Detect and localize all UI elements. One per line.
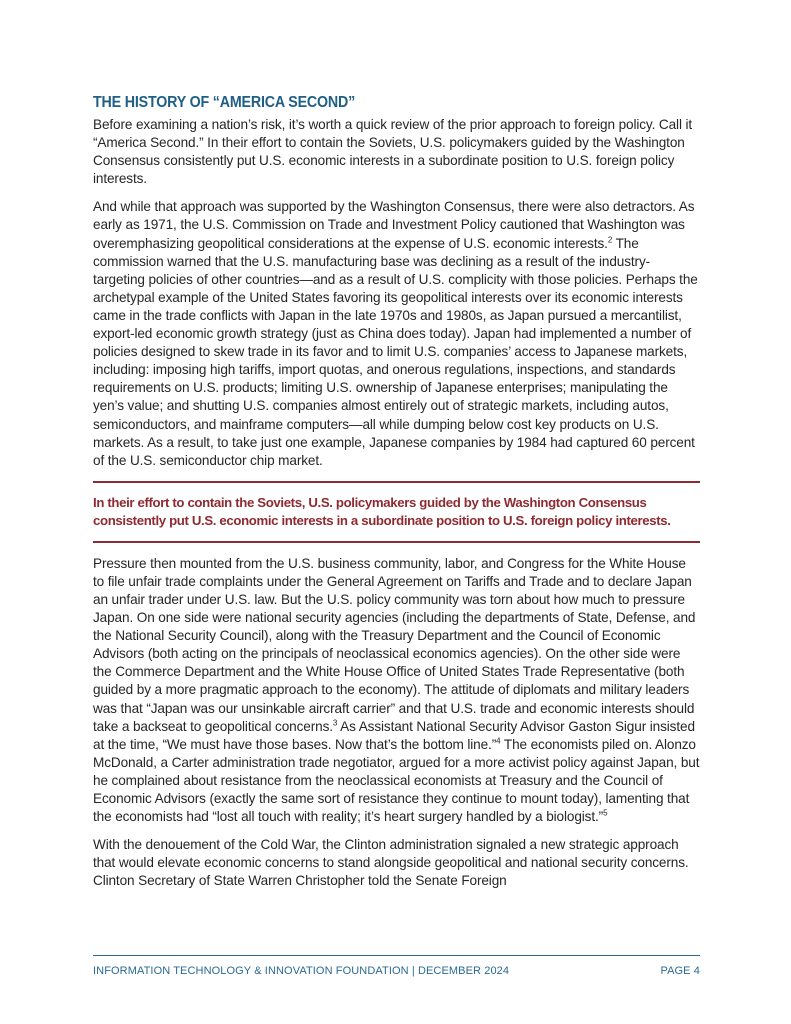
paragraph-3-text-c: The economists piled on. Alonzo McDonald, a Carter administration trade negotiator, argued for a more activist policy against Japan, but he complained about resistance from the neoclassical economists at Treasury and the Council of Economic Advisors (exactly the same sort of resistance they continue to mount today), lamenting that the economists had “lost all touch with reality; it’s heart surgery handled by a biologist.” xyxy=(93,736,700,825)
footnote-ref-5[interactable]: 5 xyxy=(603,808,608,818)
footer-publisher: INFORMATION TECHNOLOGY & INNOVATION FOUNDATION | DECEMBER 2024 xyxy=(93,965,510,977)
footnote-ref-4[interactable]: 4 xyxy=(496,736,501,746)
paragraph-2-text-b: The commission warned that the U.S. manufacturing base was declining as a result of the industry-targeting policies of other countries—and as a result of U.S. complicity with those policies. Perhaps the archetypal example of the United States favoring its geopolitical interests over its economic interests came in the trade conflicts with Japan in the late 1970s and 1980s, as Japan pursued a mercantilist, export-led economic growth strategy (just as China does today). Japan had implemented a number of policies designed to skew trade in its favor and to limit U.S. companies’ access to Japanese markets, including: imposing high tariffs, import quotas, and onerous regulations, inspections, and standards requirements on U.S. products; limiting U.S. ownership of Japanese enterprises; manipulating the yen’s value; and shutting U.S. companies almost entirely out of strategic markets, including autos, semiconductors, and mainframe computers—all while dumping below cost key products on U.S. markets. As a result, to take just one example, Japanese companies by 1984 had captured 60 percent of the U.S. semiconductor chip market. xyxy=(93,235,698,468)
pull-quote-text: In their effort to contain the Soviets, U.S. policymakers guided by the Washington Consensus consistently put U.S. economic interests in a subordinate position to U.S. foreign policy interests. xyxy=(93,494,671,528)
section-heading: THE HISTORY OF “AMERICA SECOND” xyxy=(93,94,356,111)
paragraph-4: With the denouement of the Cold War, the Clinton administration signaled a new strategic approach that would elevate economic concerns to stand alongside geopolitical and national security concerns. Clinton Secretary of State Warren Christopher told the Senate Foreign xyxy=(93,837,689,889)
paragraph-1: Before examining a nation’s risk, it’s worth a quick review of the prior approach to foreign policy. Call it “America Second.” In their effort to contain the Soviets, U.S. policymakers guided by the Washington Consensus consistently put U.S. economic interests in a subordinate position to U.S. foreign policy interests. xyxy=(93,117,693,187)
paragraph-2 xyxy=(93,198,700,469)
paragraph-3-text-a: Pressure then mounted from the U.S. business community, labor, and Congress for the White House to file unfair trade complaints under the General Agreement on Tariffs and Trade and to declare Japan an unfair trader under U.S. law. But the U.S. policy community was torn about how much to pressure Japan. On one side were national security agencies (including the departments of State, Defense, and the National Security Council), along with the Treasury Department and the Council of Economic Advisors (both acting on the principals of neoclassical economics agencies). On the other side were the Commerce Department and the White House Office of United States Trade Representative (both guided by a more pragmatic approach to the economy). The attitude of diplomats and military leaders was that “Japan was our unsinkable aircraft carrier” and that U.S. trade and economic interests should take a backseat to geopolitical concerns. xyxy=(93,555,696,734)
paragraph-2-text-a: And while that approach was supported by the Washington Consensus, there were also detractors. As early as 1971, the U.S. Commission on Trade and Investment Policy cautioned that Washington was overemphasizing geopolitical considerations at the expense of U.S. economic interests. xyxy=(93,199,695,251)
footnote-ref-2[interactable]: 2 xyxy=(607,235,613,245)
footer-page-number: PAGE 4 xyxy=(660,965,700,977)
paragraph-3-text-b: As Assistant National Security Advisor Gaston Sigur insisted at the time, “We must have those bases. Now that’s the bottom line.” xyxy=(93,718,695,752)
paragraph-3 xyxy=(93,555,700,826)
page-footer xyxy=(93,955,700,977)
page-content xyxy=(93,92,700,900)
footnote-ref-3[interactable]: 3 xyxy=(332,718,338,728)
pull-quote xyxy=(93,481,700,543)
